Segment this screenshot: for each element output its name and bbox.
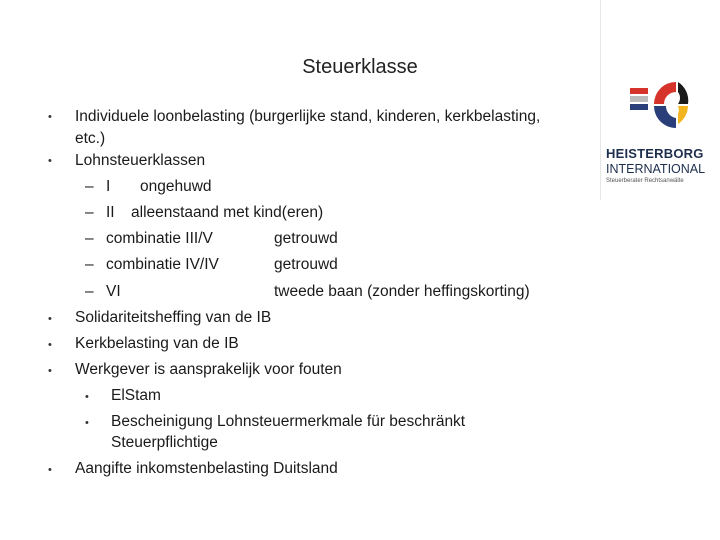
list-item-loonbelasting-cont: etc.) (75, 130, 106, 147)
class-code: VI (106, 283, 121, 300)
dash-icon: – (85, 256, 94, 273)
slide-title: Steuerklasse (302, 56, 418, 78)
logo-mark-icon (624, 74, 704, 134)
dash-icon: – (85, 178, 94, 195)
list-item-kerkbelasting: Kerkbelasting van de IB (75, 335, 239, 352)
bullet-icon: • (85, 417, 89, 429)
dash-icon: – (85, 230, 94, 247)
class-code: II (106, 204, 115, 221)
class-desc: alleenstaand met kind(eren) (131, 204, 324, 221)
bullet-icon: • (85, 391, 89, 403)
sub-item-bescheinigung-cont: Steuerpflichtige (111, 434, 218, 451)
bullet-icon: • (48, 365, 52, 377)
list-item-solidariteitsheffing: Solidariteitsheffing van de IB (75, 309, 272, 326)
list-item-loonbelasting: Individuele loonbelasting (burgerlijke stand, kinderen, kerkbelasting, (75, 108, 541, 125)
class-desc: tweede baan (zonder heffingskorting) (274, 283, 530, 300)
company-logo (606, 74, 720, 194)
class-code: I (106, 178, 111, 195)
class-desc: getrouwd (274, 230, 338, 247)
sub-item-bescheinigung: Bescheinigung Lohnsteuermerkmale für beschränkt (111, 413, 466, 430)
class-code: combinatie III/V (106, 230, 213, 247)
sub-item-elstam: ElStam (111, 387, 161, 404)
logo-name-line1: HEISTERBORG (606, 146, 704, 161)
bullet-icon: • (48, 111, 52, 123)
bullet-icon: • (48, 155, 52, 167)
list-item-werkgever: Werkgever is aansprakelijk voor fouten (75, 361, 342, 378)
class-code: combinatie IV/IV (106, 256, 219, 273)
dash-icon: – (85, 283, 94, 300)
bullet-icon: • (48, 313, 52, 325)
logo-name-line2: INTERNATIONAL (606, 162, 706, 176)
list-item-lohnsteuerklassen: Lohnsteuerklassen (75, 152, 206, 169)
class-desc: ongehuwd (140, 178, 212, 195)
header-divider (600, 0, 601, 200)
list-item-aangifte: Aangifte inkomstenbelasting Duitsland (75, 460, 338, 477)
bullet-icon: • (48, 464, 52, 476)
dash-icon: – (85, 204, 94, 221)
logo-tagline: Steuerberater Rechtsanwälte (606, 178, 684, 184)
class-desc: getrouwd (274, 256, 338, 273)
bullet-icon: • (48, 339, 52, 351)
